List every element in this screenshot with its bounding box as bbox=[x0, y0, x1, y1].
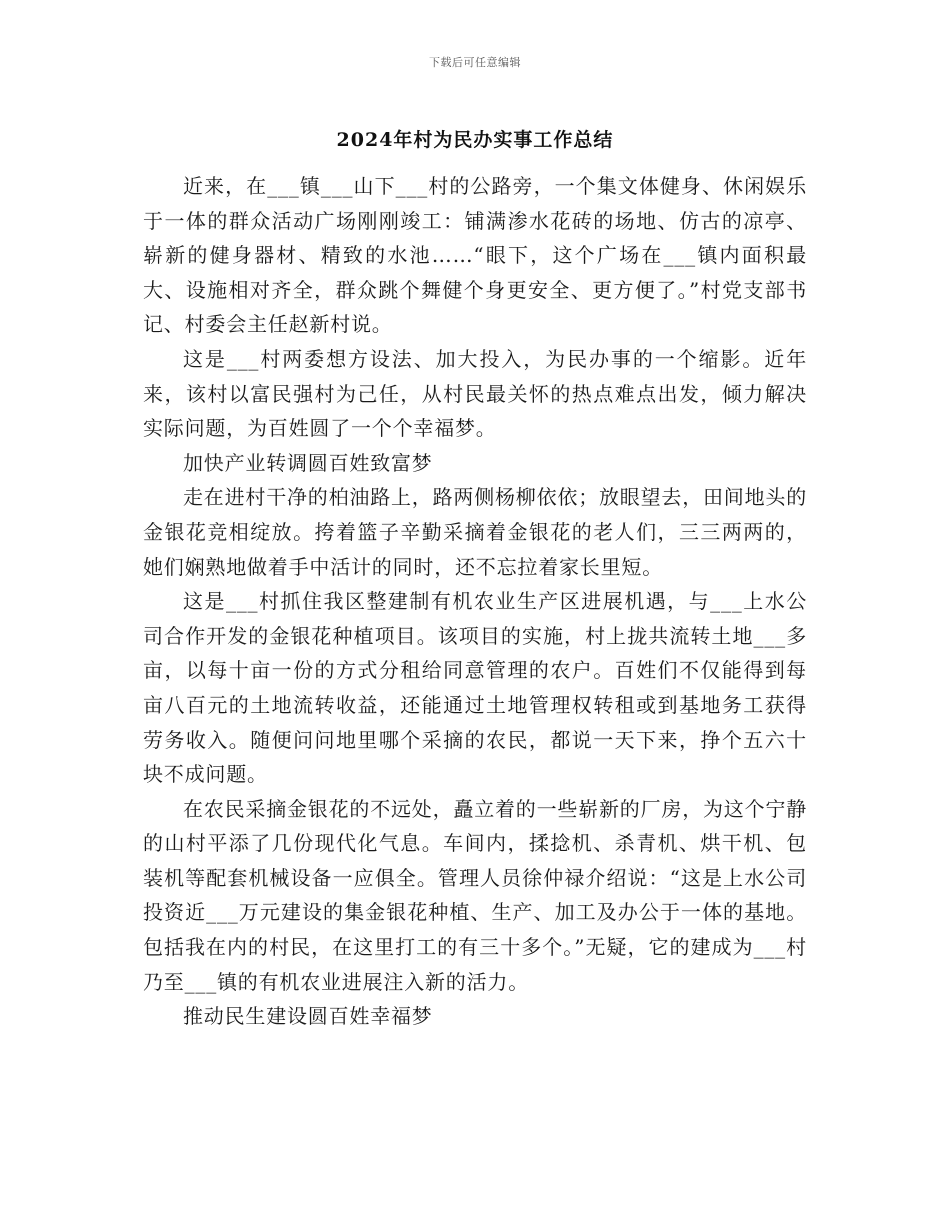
paragraph: 走在进村干净的柏油路上，路两侧杨柳依依；放眼望去，田间地头的金银花竞相绽放。挎着篮子辛勤采摘着金银花的老人们，三三两两的，她们娴熟地做着手中活计的同时，还不忘拉着家长里短。 bbox=[143, 485, 807, 579]
header-note: 下载后可任意编辑 bbox=[429, 56, 521, 69]
paragraph: 这是___村两委想方设法、加大投入，为民办事的一个缩影。近年来，该村以富民强村为己任，从村民最关怀的热点难点出发，倾力解决实际问题，为百姓圆了一个个幸福梦。 bbox=[143, 346, 807, 441]
section-heading: 加快产业转调圆百姓致富梦 bbox=[183, 450, 433, 475]
paragraph: 近来，在___镇___山下___村的公路旁，一个集文体健身、休闲娱乐于一体的群众活动广场刚刚竣工：铺满渗水花砖的场地、仿古的凉亭、崭新的健身器材、精致的水池……“眼下，这个广场在___镇内面积最大、设施相对齐全，群众跳个舞健个身更安全、更方便了。”村党支部书记、村委会主任赵新村说。 bbox=[143, 174, 807, 337]
document-title: 2024年村为民办实事工作总结 bbox=[336, 129, 614, 151]
section-heading: 推动民生建设圆百姓幸福梦 bbox=[183, 1004, 433, 1029]
paragraph: 在农民采摘金银花的不远处，矗立着的一些崭新的厂房，为这个宁静的山村平添了几份现代化气息。车间内，揉捻机、杀青机、烘干机、包装机等配套机械设备一应俱全。管理人员徐仲禄介绍说：“这是上水公司投资近___万元建设的集金银花种植、生产、加工及办公于一体的基地。包括我在内的村民，在这里打工的有三十多个。”无疑，它的建成为___村乃至___镇的有机农业进展注入新的活力。 bbox=[143, 796, 807, 994]
paragraph: 这是___村抓住我区整建制有机农业生产区进展机遇，与___上水公司合作开发的金银花种植项目。该项目的实施，村上拢共流转土地___多亩，以每十亩一份的方式分租给同意管理的农户。百姓们不仅能得到每亩八百元的土地流转收益，还能通过土地管理权转租或到基地务工获得劳务收入。随便问问地里哪个采摘的农民，都说一天下来，挣个五六十块不成问题。 bbox=[143, 589, 807, 787]
document-body bbox=[143, 169, 807, 1034]
